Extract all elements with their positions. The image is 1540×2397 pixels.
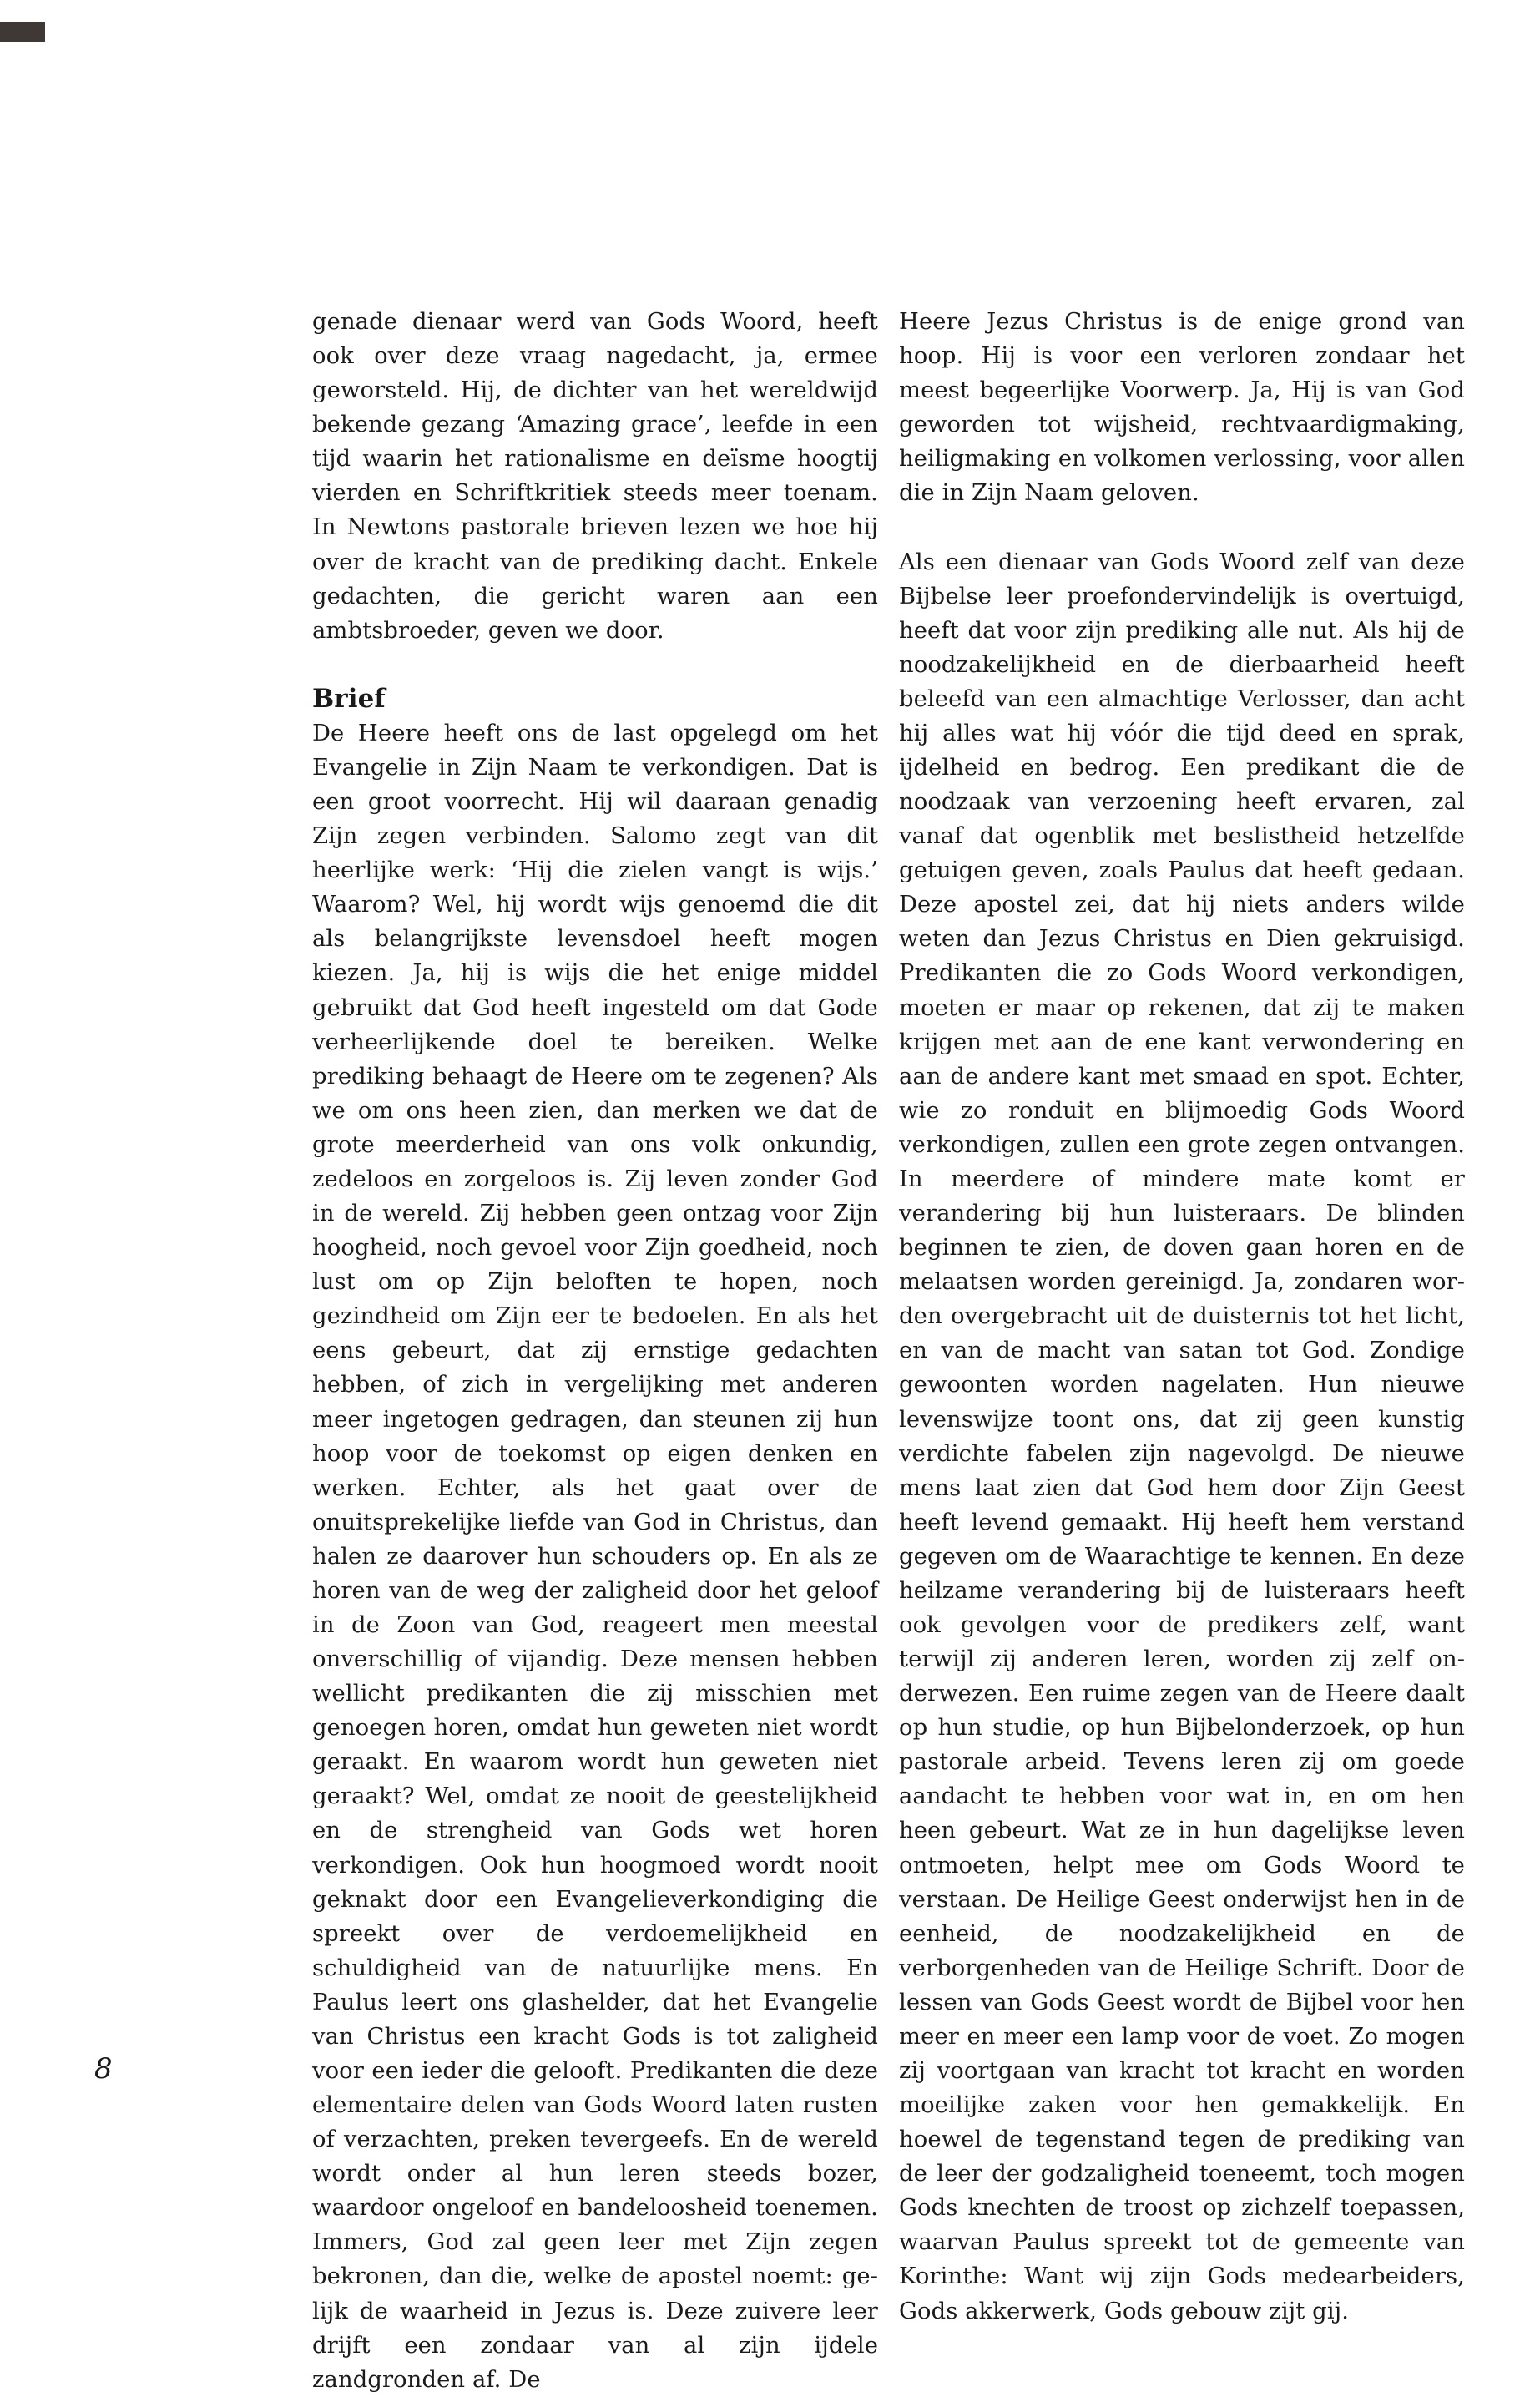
right-paragraph-1: Heere Jezus Christus is de enige grond van hoop. Hij is voor een verloren zondaar het meest begeerlijke Voorwerp. Ja, Hij is van God geworden tot wijsheid, rechtvaardigmaking, heiligmaking en volkomen verlossing, voor allen die in Zijn Naam geloven. bbox=[899, 309, 1465, 507]
right-text-column bbox=[899, 305, 1465, 2329]
right-paragraph-2: Als een dienaar van Gods Woord zelf van deze Bijbelse leer proefondervindelijk is overtuigd, heeft dat voor zijn prediking alle nut. Als hij de noodzakelijkheid en de dierbaarheid heeft beleefd van een almachtige Verlosser, dan acht hij alles wat hij vóór die tijd deed en sprak, ijdelheid en bedrog. Een predikant die de noodzaak van verzoening heeft ervaren, zal vanaf dat ogenblik met beslistheid hetzelfde getuigen geven, zoals Paulus dat heeft gedaan. Deze apostel zei, dat hij niets anders wilde weten dan Jezus Christus en Dien gekruisigd. Predikanten die zo Gods Woord verkondigen, moeten er maar op rekenen, dat zij te maken krijgen met aan de ene kant verwondering en aan de andere kant met smaad en spot. Echter, wie zo ronduit en blijmoedig Gods Woord verkondigen, zullen een grote zegen ontvangen. In meerdere of mindere mate komt er verandering bij hun luisteraars. De blinden beginnen te zien, de doven gaan horen en de melaatsen worden gereinigd. Ja, zondaren worden overgebracht uit de duisternis tot het licht, en van de macht van satan tot God. Zondige gewoonten worden nagelaten. Hun nieuwe levenswijze toont ons, dat zij geen kunstig verdichte fabelen zijn nagevolgd. De nieuwe mens laat zien dat God hem door Zijn Geest heeft levend gemaakt. Hij heeft hem verstand gegeven om de Waarachtige te kennen. En deze heilzame verandering bij de luisteraars heeft ook gevolgen voor de predikers zelf, want terwijl zij anderen leren, worden zij zelf onderwezen. Een ruime zegen van de Heere daalt op hun studie, op hun Bijbelonderzoek, op hun pastorale arbeid. Tevens leren zij om goede aandacht te hebben voor wat in, en om hen heen gebeurt. Wat ze in hun dagelijkse leven ontmoeten, helpt mee om Gods Woord te verstaan. De Heilige Geest onderwijst hen in de eenheid, de noodzakelijkheid en de verborgenheden van de Heilige Schrift. Door de lessen van Gods Geest wordt de Bijbel voor hen meer en meer een lamp voor de voet. Zo mogen zij voortgaan van kracht tot kracht en worden moeilijke zaken voor hen gemakkelijk. En hoewel de tegenstand tegen de prediking van de leer der godzaligheid toeneemt, toch mogen Gods knechten de troost op zichzelf toepassen, waarvan Paulus spreekt tot de gemeente van Korinthe: Want wij zijn Gods medearbeiders, Gods akkerwerk, Gods gebouw zijt gij. bbox=[899, 549, 1465, 2324]
intro-paragraph: genade dienaar werd van Gods Woord, heeft ook over deze vraag nagedacht, ja, ermee geworsteld. Hij, de dichter van het wereldwijd bekende gezang ‘Amazing grace’, leefde in een tijd waarin het rationalisme en deïsme hoogtij vierden en Schriftkritiek steeds meer toenam. In Newtons pastorale brieven lezen we hoe hij over de kracht van de prediking dacht. Enkele gedachten, die gericht waren aan een ambtsbroeder, geven we door. bbox=[312, 309, 878, 644]
section-heading: Brief bbox=[312, 683, 386, 714]
page-number: 8 bbox=[94, 2052, 113, 2086]
left-text-column bbox=[312, 305, 878, 2397]
paragraph-spacer bbox=[899, 510, 1465, 544]
page-corner-marker bbox=[0, 22, 45, 42]
paragraph-spacer bbox=[312, 648, 878, 682]
brief-paragraph: De Heere heeft ons de last opgelegd om het Evangelie in Zijn Naam te verkondigen. Dat is een groot voorrecht. Hij wil daaraan genadig Zijn zegen verbinden. Salomo zegt van dit heerlijke werk: ‘Hij die zielen vangt is wijs.’ Waarom? Wel, hij wordt wijs genoemd die dit als belangrijkste levensdoel heeft mogen kiezen. Ja, hij is wijs die het enige middel gebruikt dat God heeft ingesteld om dat Gode verheerlijkende doel te bereiken. Welke prediking behaagt de Heere om te zegenen? Als we om ons heen zien, dan merken we dat de grote meerderheid van ons volk onkundig, zedeloos en zorgeloos is. Zij leven zonder God in de wereld. Zij hebben geen ontzag voor Zijn hoogheid, noch gevoel voor Zijn goedheid, noch lust om op Zijn beloften te hopen, noch gezindheid om Zijn eer te bedoelen. En als het eens gebeurt, dat zij ernstige gedachten hebben, of zich in vergelijking met anderen meer ingetogen gedragen, dan steunen zij hun hoop voor de toekomst op eigen denken en werken. Echter, als het gaat over de onuitsprekelijke liefde van God in Christus, dan halen ze daarover hun schouders op. En als ze horen van de weg der zaligheid door het geloof in de Zoon van God, reageert men meestal onverschillig of vijandig. Deze mensen hebben wellicht predikanten die zij misschien met genoegen horen, omdat hun geweten niet wordt geraakt. En waarom wordt hun geweten niet geraakt? Wel, omdat ze nooit de geestelijkheid en de strengheid van Gods wet horen verkondigen. Ook hun hoogmoed wordt nooit geknakt door een Evangelieverkondiging die spreekt over de verdoemelijkheid en schuldigheid van de natuurlijke mens. En Paulus leert ons glashelder, dat het Evangelie van Christus een kracht Gods is tot zaligheid voor een ieder die gelooft. Predikanten die deze elementaire delen van Gods Woord laten rusten of verzachten, preken tevergeefs. En de wereld wordt onder al hun leren steeds bozer, waardoor ongeloof en bandeloosheid toenemen. Immers, God zal geen leer met Zijn zegen bekronen, dan die, welke de apostel noemt: gelijk de waarheid in Jezus is. Deze zuivere leer drijft een zondaar van al zijn ijdele zandgronden af. De bbox=[312, 720, 878, 2393]
